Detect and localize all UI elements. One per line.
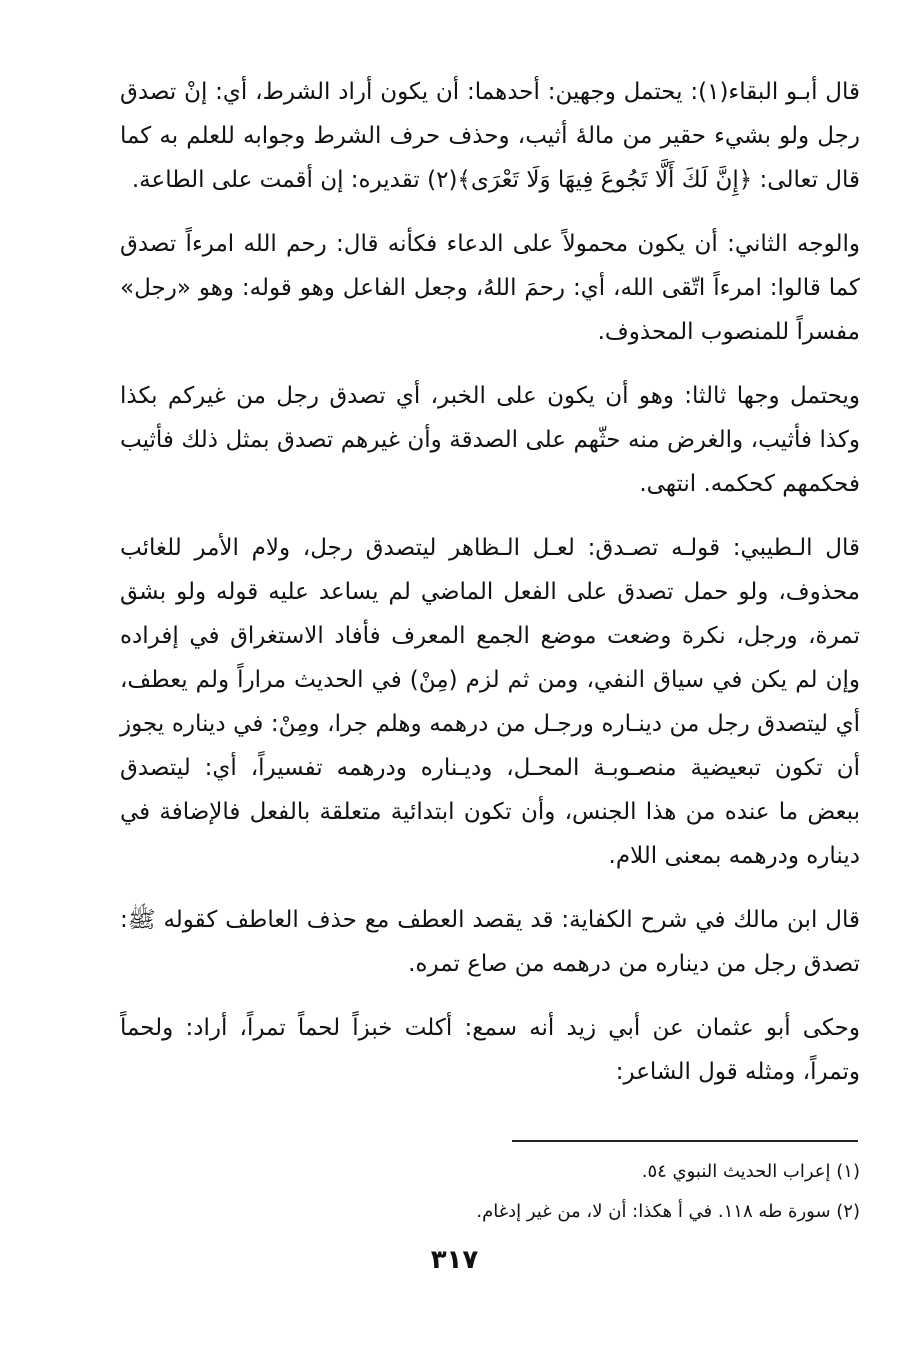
footnote-divider: [512, 1140, 858, 1142]
page-number: ٣١٧: [430, 1245, 479, 1275]
paragraph-ibn-malik: قال ابن مالك في شرح الكفاية: قد يقصد العطف مع حذف العاطف كقوله ﷺ: تصدق رجل من ديناره من درهمه من صاع تمره.: [120, 907, 860, 977]
paragraph-tibi: قال الـطيبي: قولـه تصـدق: لعـل الـظاهر ليتصدق رجل، ولام الأمر للغائب محذوف، ولو حمل تصدق على الفعل الماضي لم يساعد عليه قوله ولو بشق تمرة، ورجل، نكرة وضعت موضع الجمع المعرف فأفاد الاستغراق في إفراده وإن لم يكن في سياق النفي، ومن ثم لزم (مِنْ) في الحديث مراراً ولم يعطف، أي ليتصدق رجل من دينـاره ورجـل من درهمه وهلم جرا، ومِنْ: في ديناره يجوز أن تكون تبعيضية منصـوبـة المحـل، وديـناره ودرهمه تفسيراً، أي: ليتصدق ببعض ما عنده من هذا الجنس، وأن تكون ابتدائية متعلقة بالفعل فالإضافة في ديناره ودرهمه بمعنى اللام.: [120, 535, 860, 869]
footnote-1: (١) إعراب الحديث النبوي ٥٤.: [641, 1161, 860, 1182]
paragraph-abu-uthman: وحكى أبو عثمان عن أبي زيد أنه سمع: أكلت خبزاً لحماً تمراً، أراد: ولحماً وتمراً، ومثله قول الشاعر:: [120, 1015, 860, 1085]
footnotes: [120, 1155, 860, 1235]
paragraph-third-aspect: ويحتمل وجها ثالثا: وهو أن يكون على الخبر، أي تصدق رجل من غيركم بكذا وكذا فأثيب، والغرض منه حثّهم على الصدقة وأن غيرهم تصدق بمثل ذلك فأثيب فحكمهم كحكمه. انتهى.: [120, 383, 860, 497]
paragraph-second-aspect: والوجه الثاني: أن يكون محمولاً على الدعاء فكأنه قال: رحم الله امرءاً تصدق كما قالوا: امرءاً اتّقى الله، أي: رحمَ اللهُ، وجعل الفاعل وهو قوله: وهو «رجل» مفسراً للمنصوب المحذوف.: [120, 231, 860, 345]
paragraph-abu-albaqa: قال أبـو البقاء(١): يحتمل وجهين: أحدهما: أن يكون أراد الشرط، أي: إنْ تصدق رجل ولو بشيء حقير من مالهٔ أثيب، وحذف حرف الشرط وجوابه للعلم به كما قال تعالى: ﴿إِنَّ لَكَ أَلَّا تَجُوعَ فِيهَا وَلَا تَعْرَى﴾(٢) تقديره: إن أقمت على الطاعة.: [120, 79, 860, 193]
main-text: [120, 70, 860, 1114]
footnote-2: (٢) سورة طه ١١٨. في أ هكذا: أن لا، من غير إدغام.: [476, 1201, 860, 1222]
